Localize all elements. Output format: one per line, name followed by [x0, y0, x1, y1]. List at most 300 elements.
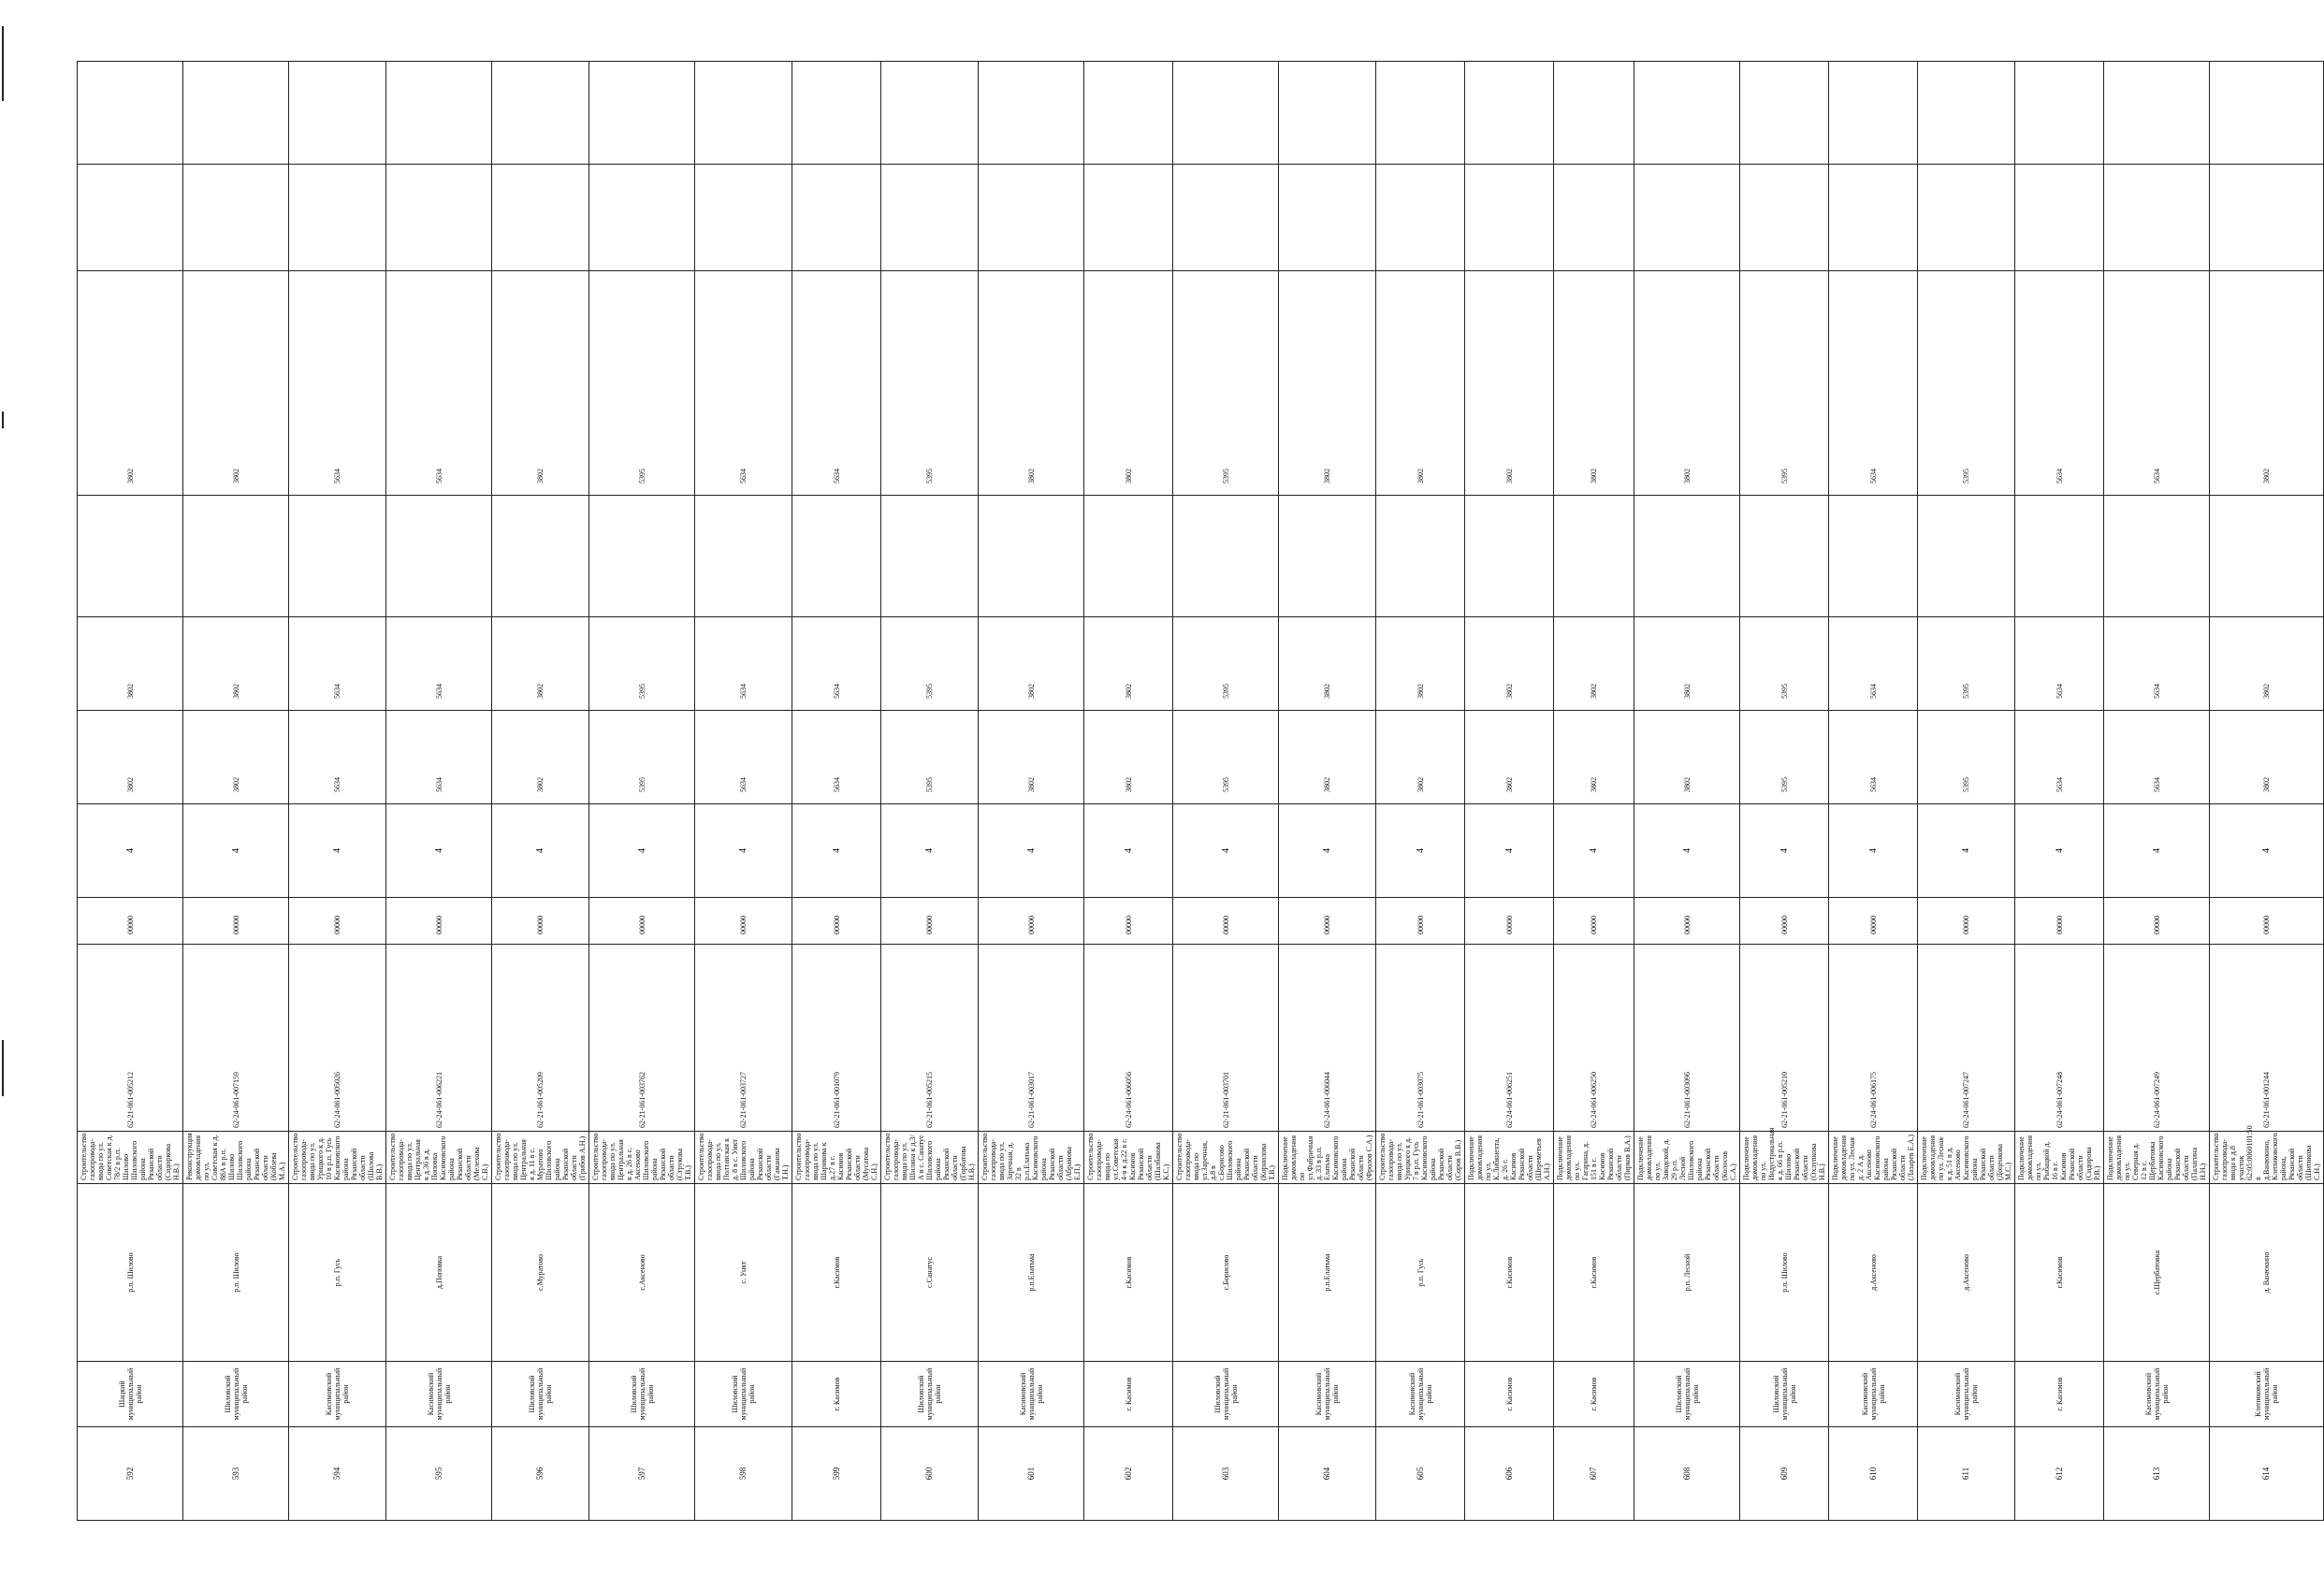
empty-cell	[1376, 62, 1465, 165]
code: 00000	[695, 898, 792, 945]
cadastral-number: 62-21-061-005209	[492, 945, 589, 1132]
district: Касимовский муниципальный район	[2104, 1362, 2210, 1427]
scan-mark	[2, 1040, 4, 1096]
empty-cell	[1376, 496, 1465, 617]
row-number: 601	[979, 1427, 1084, 1521]
row-number: 600	[881, 1427, 979, 1521]
work-description: Строительство газопровода-ввода к д.8 участок 62:05:0060101:50 в д.Ванюкино, Клепиковского района, Рязанской области (Шитикова С.Н.)	[2210, 1132, 2324, 1184]
code: 00000	[589, 898, 695, 945]
empty-cell	[183, 165, 289, 271]
cost-connection: 5634	[289, 617, 386, 711]
empty-cell	[695, 165, 792, 271]
cadastral-number: 62-21-061-001244	[2210, 945, 2324, 1132]
district: Касимовский муниципальный район	[1829, 1362, 1918, 1427]
cost-payment: 3802	[183, 271, 289, 496]
row-number: 598	[695, 1427, 792, 1521]
cadastral-number: 62-21-061-005215	[881, 945, 979, 1132]
capacity: 4	[1173, 804, 1279, 898]
empty-cell	[881, 62, 979, 165]
work-description: Строительство газопровода-ввода по ул. Центральная к д. 11 в с. Муратово Шиловского района Рязанской области (Грибов А.Н.)	[492, 1132, 589, 1184]
row-number: 595	[386, 1427, 492, 1521]
empty-cell	[2210, 62, 2324, 165]
scan-mark	[2, 26, 4, 101]
capacity: 4	[1084, 804, 1173, 898]
code: 00000	[1173, 898, 1279, 945]
empty-cell	[792, 165, 881, 271]
empty-cell	[695, 62, 792, 165]
cadastral-number: 62-24-061-007159	[183, 945, 289, 1132]
empty-cell	[881, 496, 979, 617]
empty-cell	[1740, 62, 1829, 165]
cost-total: 5634	[695, 711, 792, 804]
district: Шацкий муниципальный район	[78, 1362, 183, 1427]
empty-cell	[1173, 165, 1279, 271]
settlement: р.п.Елатьма	[979, 1184, 1084, 1362]
empty-cell	[2104, 62, 2210, 165]
capacity: 4	[492, 804, 589, 898]
district: Шиловский муниципальный район	[881, 1362, 979, 1427]
empty-cell	[979, 496, 1084, 617]
empty-cell	[1829, 62, 1918, 165]
cost-payment: 3802	[2210, 271, 2324, 496]
empty-cell	[1554, 165, 1634, 271]
cost-connection: 5395	[881, 617, 979, 711]
cadastral-number: 62-21-061-005212	[78, 945, 183, 1132]
cadastral-number: 62-21-061-003727	[695, 945, 792, 1132]
cadastral-number: 62-24-061-006175	[1829, 945, 1918, 1132]
empty-cell	[695, 496, 792, 617]
empty-cell	[589, 496, 695, 617]
cost-connection: 5634	[2104, 617, 2210, 711]
table-row	[1084, 62, 1173, 1521]
empty-cell	[386, 496, 492, 617]
settlement: д. Ванюкино	[2210, 1184, 2324, 1362]
empty-cell	[1740, 165, 1829, 271]
work-description: Подключение домовладения по ул. Гагарина, д. 151 в г. Касимов Рязанской области (Пирков В.А.)	[1554, 1132, 1634, 1184]
empty-cell	[2210, 496, 2324, 617]
cost-connection: 5634	[2015, 617, 2104, 711]
district: г. Касимов	[2015, 1362, 2104, 1427]
work-description: Подключение домовладения по ул. К.Либкнехта, д. 26 г. Касимов Рязанской области (Шереметьев А.Н.)	[1465, 1132, 1554, 1184]
cost-total: 5634	[792, 711, 881, 804]
settlement: р.п. Шилово	[1740, 1184, 1829, 1362]
table-row	[881, 62, 979, 1521]
empty-cell	[1554, 62, 1634, 165]
district: Шиловский муниципальный район	[1634, 1362, 1740, 1427]
row-number: 597	[589, 1427, 695, 1521]
gas-connection-table	[77, 61, 2324, 1521]
district: Касимовский муниципальный район	[1279, 1362, 1376, 1427]
cost-connection: 5395	[1918, 617, 2015, 711]
cost-connection: 3802	[1084, 617, 1173, 711]
cadastral-number: 62-21-061-003701	[1173, 945, 1279, 1132]
row-number: 593	[183, 1427, 289, 1521]
cost-payment: 5395	[1918, 271, 2015, 496]
cost-payment: 5634	[2104, 271, 2210, 496]
settlement: с.Щербатовка	[2104, 1184, 2210, 1362]
row-number: 610	[1829, 1427, 1918, 1521]
empty-cell	[792, 496, 881, 617]
empty-cell	[979, 165, 1084, 271]
capacity: 4	[1634, 804, 1740, 898]
table-row	[1173, 62, 1279, 1521]
empty-cell	[289, 165, 386, 271]
cadastral-number: 62-21-061-005210	[1740, 945, 1829, 1132]
work-description: Строительство газопровода-ввода по ул. Заречная, д. 32 в р.п.Елатьма Касимовского района Рязанской области (Абрамова Е.П.)	[979, 1132, 1084, 1184]
table-row	[589, 62, 695, 1521]
empty-cell	[1829, 496, 1918, 617]
empty-cell	[78, 62, 183, 165]
empty-cell	[1279, 496, 1376, 617]
empty-cell	[1740, 496, 1829, 617]
district: Касимовский муниципальный район	[386, 1362, 492, 1427]
settlement: с. Ункт	[695, 1184, 792, 1362]
capacity: 4	[1554, 804, 1634, 898]
row-number: 599	[792, 1427, 881, 1521]
empty-cell	[2015, 496, 2104, 617]
code: 00000	[1376, 898, 1465, 945]
settlement: г.Касимов	[792, 1184, 881, 1362]
capacity: 4	[2104, 804, 2210, 898]
row-number: 605	[1376, 1427, 1465, 1521]
capacity: 4	[792, 804, 881, 898]
work-description: Подключение домовладения по ул. Северная д. 12 в с. Щербатовка Касимовского района Рязанской области (Палагина Н.Н.)	[2104, 1132, 2210, 1184]
cost-payment: 3802	[1465, 271, 1554, 496]
empty-cell	[78, 496, 183, 617]
row-number: 608	[1634, 1427, 1740, 1521]
cost-payment: 5395	[881, 271, 979, 496]
table-row	[1376, 62, 1465, 1521]
empty-cell	[183, 496, 289, 617]
cost-connection: 3802	[979, 617, 1084, 711]
cost-payment: 5634	[792, 271, 881, 496]
district: Шиловский муниципальный район	[492, 1362, 589, 1427]
code: 00000	[492, 898, 589, 945]
work-description: Подключение домовладения по ул.Фабричная д. 33 в р.п. Елатьма Касимовского района Рязанской области (Фролов С.А.)	[1279, 1132, 1376, 1184]
empty-cell	[289, 496, 386, 617]
empty-cell	[386, 62, 492, 165]
empty-cell	[881, 165, 979, 271]
cost-connection: 5634	[386, 617, 492, 711]
cost-total: 5395	[881, 711, 979, 804]
empty-cell	[492, 165, 589, 271]
capacity: 4	[289, 804, 386, 898]
settlement: д.Аксеново	[1829, 1184, 1918, 1362]
code: 00000	[2015, 898, 2104, 945]
capacity: 4	[1465, 804, 1554, 898]
row-number: 596	[492, 1427, 589, 1521]
cadastral-number: 62-21-061-003075	[1376, 945, 1465, 1132]
table-row	[695, 62, 792, 1521]
table-row	[78, 62, 183, 1521]
cost-payment: 5634	[2015, 271, 2104, 496]
cost-payment: 5634	[386, 271, 492, 496]
capacity: 4	[1829, 804, 1918, 898]
table-row	[289, 62, 386, 1521]
row-number: 606	[1465, 1427, 1554, 1521]
code: 00000	[1740, 898, 1829, 945]
empty-cell	[2015, 165, 2104, 271]
district: г. Касимов	[1084, 1362, 1173, 1427]
settlement: с.Муратово	[492, 1184, 589, 1362]
capacity: 4	[695, 804, 792, 898]
work-description: Подключение домовладения по ул. Лесная к д. 51 в д. Аксеново Касимовского района Рязанской области (Доценкова М.С.)	[1918, 1132, 2015, 1184]
capacity: 4	[1279, 804, 1376, 898]
cost-connection: 5395	[589, 617, 695, 711]
settlement: р.п.Елатьма	[1279, 1184, 1376, 1362]
work-description: Строительство газопровода-ввода по ул. Урицкого к д. 10 в р.п. Гусь Касимовского района Рязанской области (Шилова В.В.)	[289, 1132, 386, 1184]
cost-total: 3802	[1279, 711, 1376, 804]
district: Касимовский муниципальный район	[1376, 1362, 1465, 1427]
cost-connection: 5634	[792, 617, 881, 711]
district: Шиловский муниципальный район	[1173, 1362, 1279, 1427]
table-row	[1554, 62, 1634, 1521]
cost-total: 5395	[1740, 711, 1829, 804]
settlement: д.Аксеново	[1918, 1184, 2015, 1362]
capacity: 4	[183, 804, 289, 898]
cost-connection: 3802	[1554, 617, 1634, 711]
empty-cell	[1279, 165, 1376, 271]
code: 00000	[183, 898, 289, 945]
cost-connection: 5395	[1740, 617, 1829, 711]
table-row	[1918, 62, 2015, 1521]
cost-total: 3802	[492, 711, 589, 804]
settlement: г.Касимов	[1465, 1184, 1554, 1362]
cost-total: 3802	[1554, 711, 1634, 804]
work-description: Строительство газопровода-ввода по ул. Полтавская к д. 8 в с. Ункт Шиловского района Рязанской области (Гаманова Т.Н.)	[695, 1132, 792, 1184]
district: г. Касимов	[1554, 1362, 1634, 1427]
cost-connection: 3802	[1634, 617, 1740, 711]
settlement: г.Касимов	[2015, 1184, 2104, 1362]
cadastral-number: 62-24-061-007248	[2015, 945, 2104, 1132]
cost-connection: 3802	[2210, 617, 2324, 711]
cost-total: 3802	[2210, 711, 2324, 804]
capacity: 4	[1918, 804, 2015, 898]
empty-cell	[2015, 62, 2104, 165]
table-row	[2210, 62, 2324, 1521]
row-number: 604	[1279, 1427, 1376, 1521]
code: 00000	[881, 898, 979, 945]
row-number: 592	[78, 1427, 183, 1521]
cadastral-number: 62-21-061-003017	[979, 945, 1084, 1132]
table-row	[792, 62, 881, 1521]
cadastral-number: 62-24-061-006250	[1554, 945, 1634, 1132]
row-number: 614	[2210, 1427, 2324, 1521]
capacity: 4	[881, 804, 979, 898]
settlement: р.п. Гусь	[289, 1184, 386, 1362]
work-description: Строительство газопровода-ввода по ул. Советская к д. 78/2 в р.п. Шилово Шиловского района Рязанской области (Сидоркова Н.В.)	[78, 1132, 183, 1184]
cost-connection: 3802	[1376, 617, 1465, 711]
work-description: Строительство газопровода-ввода по ул.Заречная, д.8 в с.Борисово Шиловского района Рязанской области (Корнилова Т.В.)	[1173, 1132, 1279, 1184]
code: 00000	[1918, 898, 2015, 945]
cost-payment: 3802	[1554, 271, 1634, 496]
empty-cell	[792, 62, 881, 165]
cadastral-number: 62-24-061-007247	[1918, 945, 2015, 1132]
code: 00000	[979, 898, 1084, 945]
settlement: с.Санатус	[881, 1184, 979, 1362]
work-description: Реконструкция домовладения по ул. Советская к д. 88А в р.п. Шилово Шиловского района Рязанской области (Кобзева М.А.)	[183, 1132, 289, 1184]
cost-total: 3802	[1084, 711, 1173, 804]
cost-total: 5634	[289, 711, 386, 804]
work-description: Подключение домовладения по ул. Рыбацкой д. 16 в г. Касимов Рязанской области (Сидорова Р.В.)	[2015, 1132, 2104, 1184]
settlement: р.п. Лесной	[1634, 1184, 1740, 1362]
cost-connection: 5395	[1173, 617, 1279, 711]
capacity: 4	[2015, 804, 2104, 898]
settlement: г.Касимов	[1554, 1184, 1634, 1362]
capacity: 4	[1740, 804, 1829, 898]
empty-cell	[1634, 496, 1740, 617]
cost-connection: 3802	[183, 617, 289, 711]
cost-payment: 5634	[1829, 271, 1918, 496]
table-row	[1634, 62, 1740, 1521]
district: Касимовский муниципальный район	[1918, 1362, 2015, 1427]
empty-cell	[1634, 62, 1740, 165]
code: 00000	[2104, 898, 2210, 945]
work-description: Строительство газопровода-ввода по ул. Урицкого к д. 7 в р.п. Гусь Касимовского района Рязанской области (Соров В.В.)	[1376, 1132, 1465, 1184]
empty-cell	[2104, 165, 2210, 271]
table-row	[492, 62, 589, 1521]
table-row	[2104, 62, 2210, 1521]
capacity: 4	[979, 804, 1084, 898]
empty-cell	[1465, 62, 1554, 165]
cost-connection: 5634	[695, 617, 792, 711]
empty-cell	[1918, 62, 2015, 165]
empty-cell	[1173, 62, 1279, 165]
table-row	[183, 62, 289, 1521]
table-row	[1279, 62, 1376, 1521]
rotated-table-wrapper	[77, 62, 2321, 1521]
cost-payment: 3802	[78, 271, 183, 496]
settlement: д.Поповка	[386, 1184, 492, 1362]
district: Касимовский муниципальный район	[979, 1362, 1084, 1427]
settlement: р.п. Шилово	[78, 1184, 183, 1362]
capacity: 4	[1376, 804, 1465, 898]
cost-total: 5634	[1829, 711, 1918, 804]
work-description: Строительство газопровода-ввода по ул. Шилина к д.3/А в с. Санатус Шиловского района Рязанской области (Горбатова Н.В.)	[881, 1132, 979, 1184]
row-number: 602	[1084, 1427, 1173, 1521]
district: Шиловский муниципальный район	[695, 1362, 792, 1427]
settlement: с.Борисово	[1173, 1184, 1279, 1362]
cost-payment: 3802	[492, 271, 589, 496]
capacity: 4	[78, 804, 183, 898]
cost-total: 5395	[1173, 711, 1279, 804]
cost-total: 5395	[589, 711, 695, 804]
empty-cell	[1918, 496, 2015, 617]
district: Клепиковский муниципальный район	[2210, 1362, 2324, 1427]
row-number: 612	[2015, 1427, 2104, 1521]
empty-cell	[1376, 165, 1465, 271]
cost-payment: 5634	[695, 271, 792, 496]
empty-cell	[1918, 165, 2015, 271]
code: 00000	[1279, 898, 1376, 945]
cost-connection: 3802	[1279, 617, 1376, 711]
cost-payment: 5395	[589, 271, 695, 496]
district: г. Касимов	[1465, 1362, 1554, 1427]
cadastral-number: 62-24-061-006044	[1279, 945, 1376, 1132]
code: 00000	[1554, 898, 1634, 945]
empty-cell	[589, 165, 695, 271]
work-description: Подключение домовладения по ул. Лесная д. 2 А д. Аксеново Касимовского района Рязанской области (Лазарев Е.А.)	[1829, 1132, 1918, 1184]
district: г. Касимов	[792, 1362, 881, 1427]
cadastral-number: 62-24-061-006056	[1084, 945, 1173, 1132]
work-description: Подключение домовладения по ул. Индустриальная к д. 66 в р.п. Шилово Рязанской области (Охлупкова Н.В.)	[1740, 1132, 1829, 1184]
code: 00000	[1465, 898, 1554, 945]
empty-cell	[1465, 496, 1554, 617]
cadastral-number: 62-21-061-003096	[1634, 945, 1740, 1132]
row-number: 603	[1173, 1427, 1279, 1521]
cost-payment: 3802	[1279, 271, 1376, 496]
settlement: с.Аксеново	[589, 1184, 695, 1362]
empty-cell	[386, 165, 492, 271]
empty-cell	[1084, 62, 1173, 165]
empty-cell	[492, 62, 589, 165]
settlement: р.п. Шилово	[183, 1184, 289, 1362]
cost-payment: 3802	[1634, 271, 1740, 496]
code: 00000	[1084, 898, 1173, 945]
empty-cell	[1173, 496, 1279, 617]
work-description: Строительство газопровода-ввода по ул. Центральная к д.36 в д. Поповка Касимовского района Рязанской области (Мелехова С.В.)	[386, 1132, 492, 1184]
empty-cell	[78, 165, 183, 271]
cost-payment: 5395	[1740, 271, 1829, 496]
work-description: Строительство газопровода-ввода по ул.Советская 4-я к д.22 в г. Касимов Рязанской области (Шалбакова К.С.)	[1084, 1132, 1173, 1184]
cost-payment: 5634	[289, 271, 386, 496]
cost-payment: 3802	[1084, 271, 1173, 496]
cost-total: 5634	[2104, 711, 2210, 804]
cost-total: 3802	[78, 711, 183, 804]
cost-total: 3802	[1376, 711, 1465, 804]
code: 00000	[1634, 898, 1740, 945]
table-row	[1829, 62, 1918, 1521]
code: 00000	[78, 898, 183, 945]
settlement: г.Касимов	[1084, 1184, 1173, 1362]
district: Касимовский муниципальный район	[289, 1362, 386, 1427]
row-number: 594	[289, 1427, 386, 1521]
empty-cell	[1829, 165, 1918, 271]
empty-cell	[1084, 496, 1173, 617]
cost-connection: 3802	[1465, 617, 1554, 711]
cost-total: 5634	[386, 711, 492, 804]
cost-total: 3802	[979, 711, 1084, 804]
empty-cell	[289, 62, 386, 165]
table-row	[1465, 62, 1554, 1521]
scan-mark	[2, 412, 4, 428]
table-row	[979, 62, 1084, 1521]
empty-cell	[1465, 165, 1554, 271]
table-row	[386, 62, 492, 1521]
cost-connection: 3802	[78, 617, 183, 711]
cost-total: 5634	[2015, 711, 2104, 804]
row-number: 611	[1918, 1427, 2015, 1521]
table-row	[2015, 62, 2104, 1521]
cost-total: 3802	[1634, 711, 1740, 804]
cost-total: 5395	[1918, 711, 2015, 804]
empty-cell	[1554, 496, 1634, 617]
cost-total: 3802	[183, 711, 289, 804]
work-description: Строительство газопровода-ввода по ул. Центральная к д. 26 в с. Аксеново Шиловского района Рязанской области (Струкова Т.В.)	[589, 1132, 695, 1184]
cost-payment: 5395	[1173, 271, 1279, 496]
empty-cell	[183, 62, 289, 165]
cadastral-number: 62-24-061-006221	[386, 945, 492, 1132]
empty-cell	[589, 62, 695, 165]
empty-cell	[2210, 165, 2324, 271]
row-number: 609	[1740, 1427, 1829, 1521]
cadastral-number: 62-21-061-003762	[589, 945, 695, 1132]
empty-cell	[1634, 165, 1740, 271]
district: Шиловский муниципальный район	[589, 1362, 695, 1427]
capacity: 4	[386, 804, 492, 898]
cost-total: 3802	[1465, 711, 1554, 804]
row-number: 613	[2104, 1427, 2210, 1521]
